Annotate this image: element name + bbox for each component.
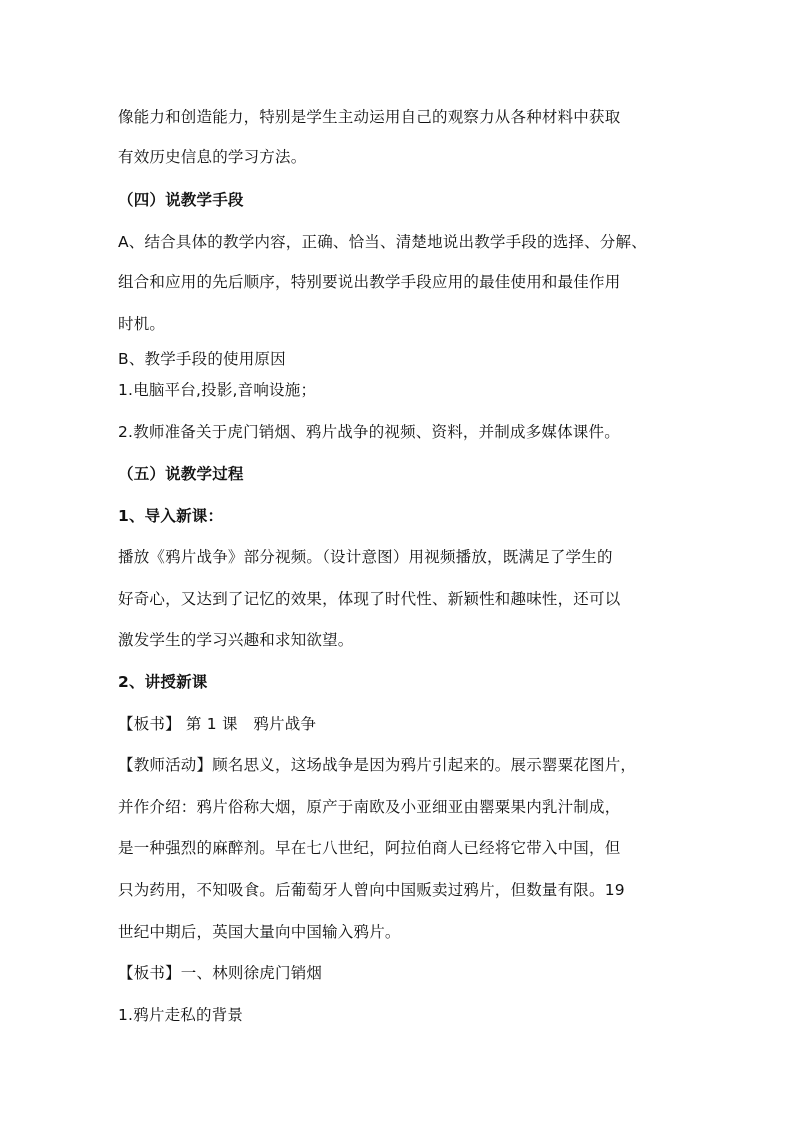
paragraph-line: 有效历史信息的学习方法。: [118, 148, 307, 166]
paragraph-line: 【板书】一、林则徐虎门销烟: [118, 964, 323, 982]
paragraph-line: 好奇心，又达到了记忆的效果，体现了时代性、新颖性和趣味性，还可以: [118, 590, 621, 608]
paragraph-line: 世纪中期后，英国大量向中国输入鸦片。: [118, 923, 401, 941]
list-item: 2.教师准备关于虎门销烟、鸦片战争的视频、资料，并制成多媒体课件。: [118, 423, 620, 441]
paragraph-line: 播放《鸦片战争》部分视频。（设计意图）用视频播放，既满足了学生的: [118, 548, 613, 566]
section-heading: （五）说教学过程: [118, 465, 244, 483]
paragraph-line: 只为药用，不知吸食。后葡萄牙人曾向中国贩卖过鸦片，但数量有限。19: [118, 881, 625, 899]
paragraph-line: 组合和应用的先后顺序，特别要说出教学手段应用的最佳使用和最佳作用: [118, 273, 621, 291]
paragraph-line: A、结合具体的教学内容，正确、恰当、清楚地说出教学手段的选择、分解、: [118, 233, 647, 251]
paragraph-line: 并作介绍：鸦片俗称大烟，原产于南欧及小亚细亚由罂粟果内乳汁制成，: [118, 798, 621, 816]
paragraph-line: 【教师活动】顾名思义，这场战争是因为鸦片引起来的。展示罂粟花图片，: [118, 756, 637, 774]
list-item: 1.鸦片走私的背景: [118, 1006, 244, 1024]
section-heading: （四）说教学手段: [118, 191, 244, 209]
subsection-heading: 1、导入新课：: [118, 507, 224, 525]
list-item: 1.电脑平台,投影,音响设施；: [118, 381, 317, 399]
subsection-heading: 2、讲授新课: [118, 673, 208, 691]
paragraph-line: B、教学手段的使用原因: [118, 350, 286, 368]
paragraph-line: 是一种强烈的麻醉剂。早在七八世纪，阿拉伯商人已经将它带入中国，但: [118, 839, 621, 857]
paragraph-line: 时机。: [118, 315, 166, 333]
paragraph-line: 像能力和创造能力，特别是学生主动运用自己的观察力从各种材料中获取: [118, 108, 621, 126]
paragraph-line: 【板书】 第 1 课 鸦片战争: [118, 715, 317, 733]
paragraph-line: 激发学生的学习兴趣和求知欲望。: [118, 631, 354, 649]
